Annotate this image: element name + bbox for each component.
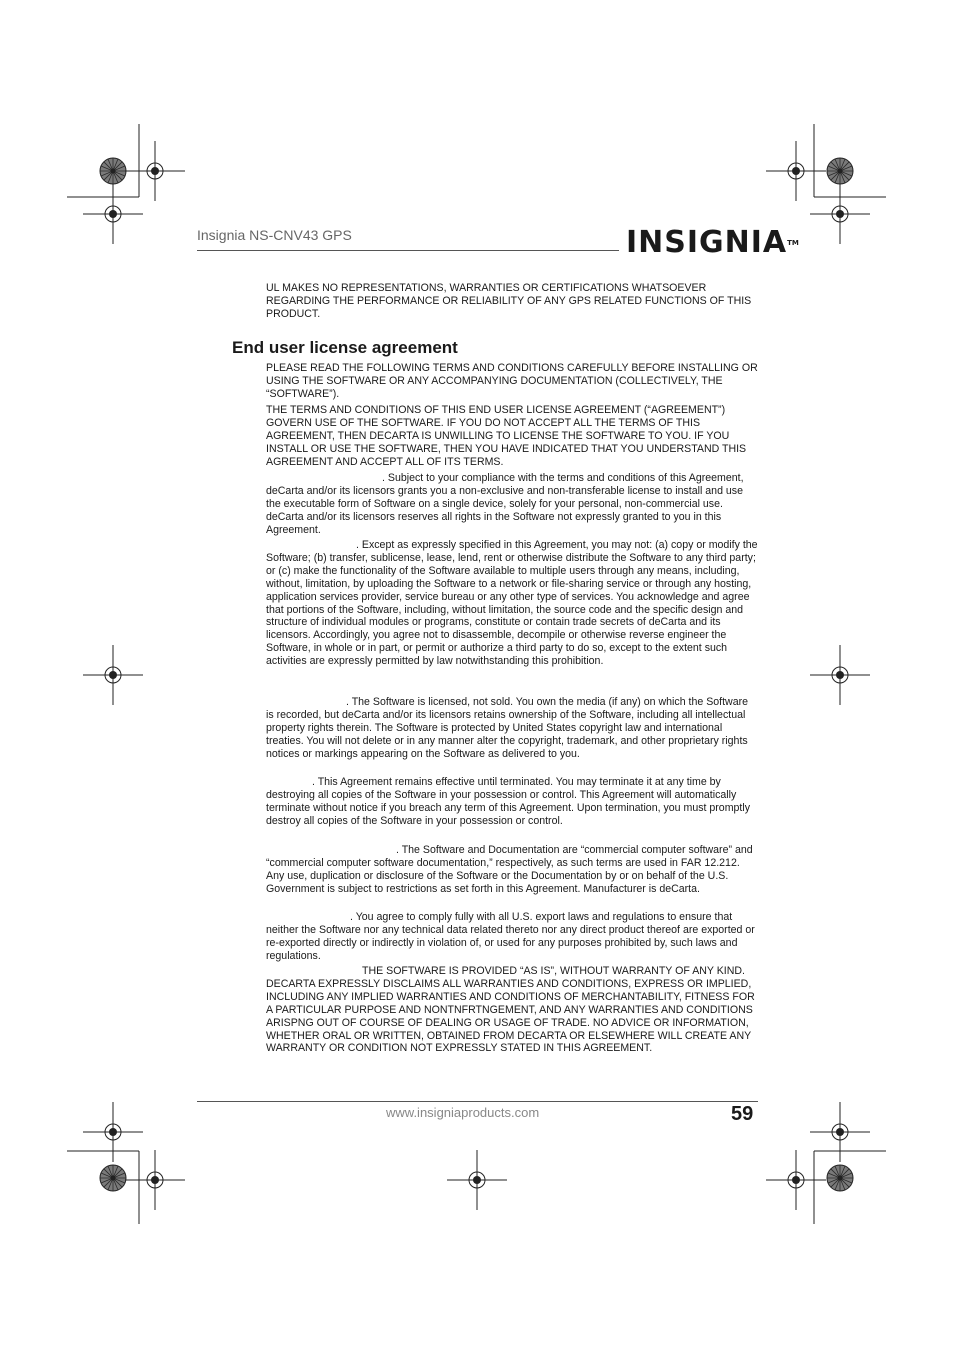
logo-text: INSIGNIA	[626, 225, 788, 260]
eula-paragraph-1: PLEASE READ THE FOLLOWING TERMS AND CONDITIONS CAREFULLY BEFORE INSTALLING OR USING THE SOFTWARE OR ANY ACCOMPANYING DOCUMENTATION (COLLECTIVELY, THE “SOFTWARE”).	[266, 362, 758, 400]
intro-paragraph: UL MAKES NO REPRESENTATIONS, WARRANTIES OR CERTIFICATIONS WHATSOEVER REGARDING THE PERFORMANCE OR RELIABILITY OF ANY GPS RELATED FUNCTIONS OF THIS PRODUCT.	[266, 282, 752, 320]
header-divider	[197, 250, 619, 251]
eula-paragraph-termination: . This Agreement remains effective until terminated. You may terminate it at any time by destroying all copies of the Software in your possession or control. This Agreement will automatically terminate without notice if you breach any term of this Agreement. Upon termination, you must promptly destroy all copies of the Software in your possession or control.	[266, 776, 751, 827]
footer-url: www.insigniaproducts.com	[386, 1105, 540, 1120]
section-heading: End user license agreement	[232, 338, 458, 357]
page-number: 59	[731, 1103, 754, 1125]
header-product-title: Insignia NS-CNV43 GPS	[197, 227, 352, 243]
eula-paragraph-restrictions: . Except as expressly specified in this Agreement, you may not: (a) copy or modify the Software; (b) transfer, sublicense, lease, lend, rent or otherwise distribute the Software to any third party; or (c) make the functionality of the Software available to multiple users through any means, including, without, limitation, by uploading the Software to a network or file-sharing service or through any hosting, application services provider, service bureau or any other type of services. You acknowledge and agree that portions of the Software, including, without limitation, the source code and the specific design and structure of individual modules or programs, constitute or contain trade secrets of deCarta and its licensors. Accordingly, you agree not to disassemble, decompile or otherwise reverse engineer the Software, in whole or in part, or permit or authorize a third party to do so, except to the extent such activities are expressly permitted by law notwithstanding this prohibition.	[266, 539, 758, 668]
eula-paragraph-warranty: THE SOFTWARE IS PROVIDED “AS IS”, WITHOUT WARRANTY OF ANY KIND. DECARTA EXPRESSLY DISCLAIMS ALL WARRANTIES AND CONDITIONS, EXPRESS OR IMPLIED, INCLUDING ANY IMPLIED WARRANTIES AND CONDITIONS OF MERCHANTABILITY, FITNESS FOR A PARTICULAR PURPOSE AND NONTNFRTNGEMENT, AND ANY WARRANTIES AND CONDITIONS ARISPNG OUT OF COURSE OF DEALING OR USAGE OF TRADE. NO ADVICE OR INFORMATION, WHETHER ORAL OR WRITTEN, OBTAINED FROM DECARTA OR ELSEWHERE WILL CREATE ANY WARRANTY OR CONDITION NOT EXPRESSLY STATED IN THIS AGREEMENT.	[266, 965, 755, 1055]
eula-paragraph-ownership: . The Software is licensed, not sold. You own the media (if any) on which the Software is recorded, but deCarta and/or its licensors retains ownership of the Software, including all intellectual property rights therein. The Software is protected by United States copyright law and international treaties. You will not delete or in any manner alter the copyright, trademark, and other proprietary rights notices or markings appearing on the Software as delivered to you.	[266, 696, 749, 760]
insignia-logo	[626, 226, 799, 260]
eula-paragraph-export: . You agree to comply fully with all U.S. export laws and regulations to ensure that neither the Software nor any technical data related thereto nor any direct product thereof are exported or re-exported directly or indirectly in violation of, or used for any purposes prohibited by, such laws and regulations.	[266, 911, 755, 962]
eula-paragraph-government: . The Software and Documentation are “commercial computer software” and “commercial computer software documentation,” respectively, as such terms are used in FAR 12.212. Any use, duplication or disclosure of the Software or the Documentation by or on behalf of the U.S. Government is subject to restrictions as set forth in this Agreement. Manufacturer is deCarta.	[266, 844, 753, 895]
footer-divider	[197, 1101, 758, 1102]
eula-paragraph-2: THE TERMS AND CONDITIONS OF THIS END USER LICENSE AGREEMENT (“AGREEMENT”) GOVERN USE OF THE SOFTWARE. IF YOU DO NOT ACCEPT ALL THE TERMS OF THIS AGREEMENT, THEN DECARTA IS UNWILLING TO LICENSE THE SOFTWARE TO YOU. IF YOU INSTALL OR USE THE SOFTWARE, THEN YOU HAVE INDICATED THAT YOU UNDERSTAND THIS AGREEMENT AND ACCEPT ALL OF ITS TERMS.	[266, 404, 747, 468]
logo-trademark: TM	[787, 239, 799, 247]
eula-paragraph-license: . Subject to your compliance with the terms and conditions of this Agreement, deCarta and/or its licensors grants you a non-exclusive and non-transferable license to install and use the executable form of Software on a single device, solely for your personal, non-commercial use. deCarta and/or its licensors reserves all rights in the Software not expressly granted to you in this Agreement.	[266, 472, 744, 536]
